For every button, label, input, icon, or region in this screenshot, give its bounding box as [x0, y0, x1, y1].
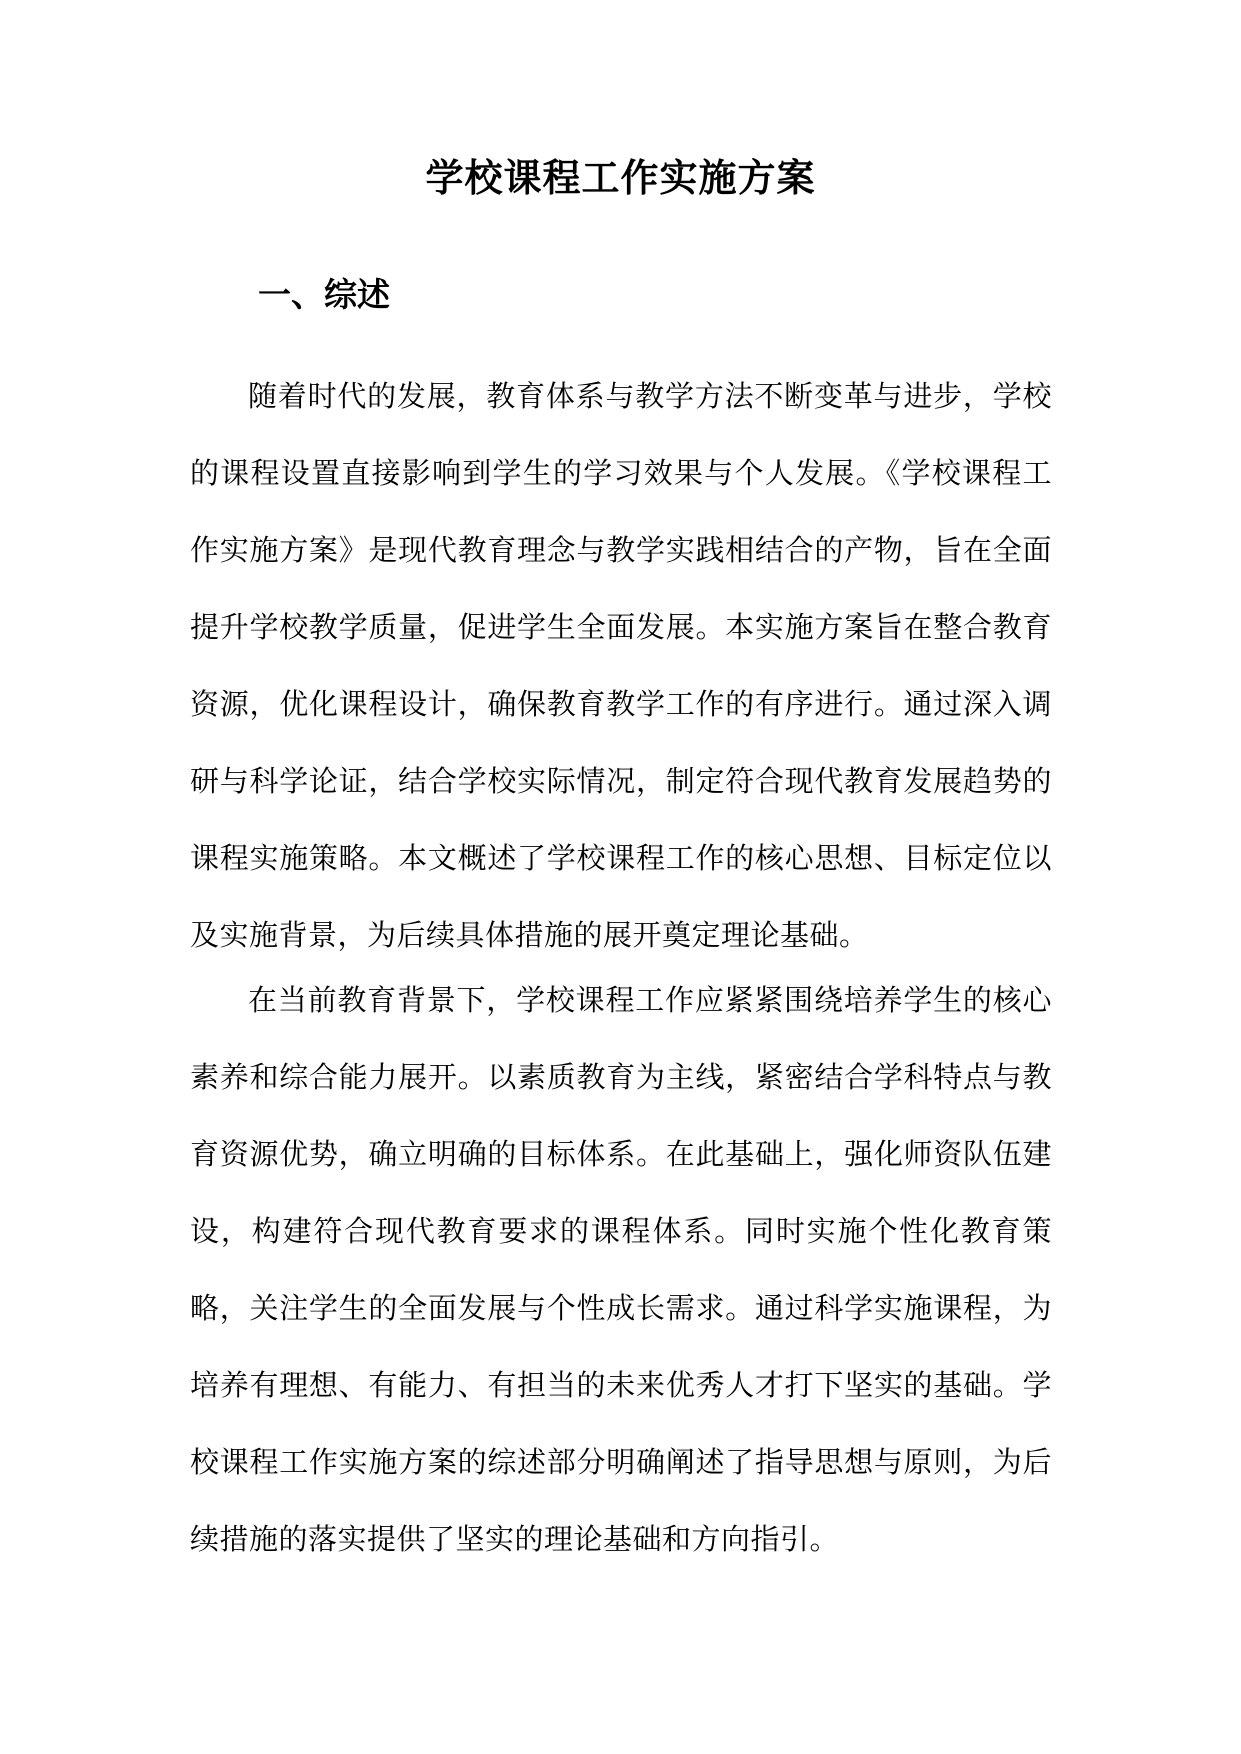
section-heading-overview: 一、综述	[258, 275, 390, 314]
overview-paragraph-1: 随着时代的发展，教育体系与教学方法不断变革与进步，学校的课程设置直接影响到学生的学习效果与个人发展。《学校课程工作实施方案》是现代教育理念与教学实践相结合的产物，旨在全面提升学校教学质量，促进学生全面发展。本实施方案旨在整合教育资源，优化课程设计，确保教育教学工作的有序进行。通过深入调研与科学论证，结合学校实际情况，制定符合现代教育发展趋势的课程实施策略。本文概述了学校课程工作的核心思想、目标定位以及实施背景，为后续具体措施的展开奠定理论基础。	[190, 379, 1052, 952]
overview-paragraph-2: 在当前教育背景下，学校课程工作应紧紧围绕培养学生的核心素养和综合能力展开。以素质教育为主线，紧密结合学科特点与教育资源优势，确立明确的目标体系。在此基础上，强化师资队伍建设，构建符合现代教育要求的课程体系。同时实施个性化教育策略，关注学生的全面发展与个性成长需求。通过科学实施课程，为培养有理想、有能力、有担当的未来优秀人才打下坚实的基础。学校课程工作实施方案的综述部分明确阐述了指导思想与原则，为后续措施的落实提供了坚实的理论基础和方向指引。	[190, 983, 1052, 1556]
document-title: 学校课程工作实施方案	[425, 155, 816, 200]
